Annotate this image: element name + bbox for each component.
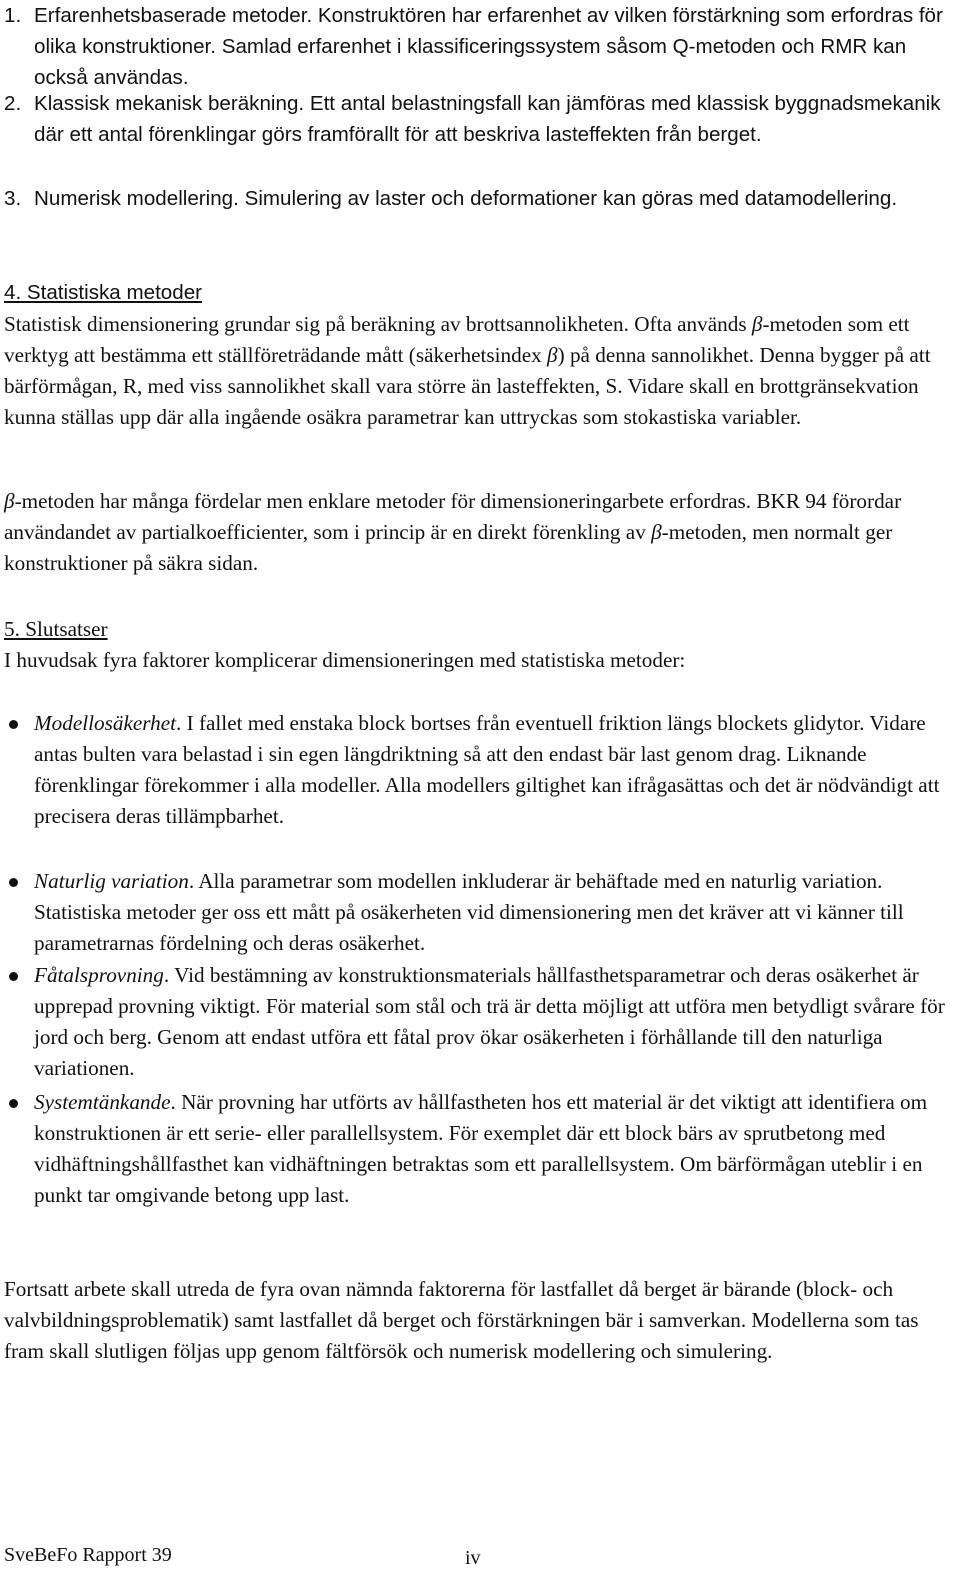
bullet-item-model-uncertainty — [34, 708, 954, 832]
bullet-item-natural-variation — [34, 866, 954, 959]
list-item-1 — [4, 0, 954, 93]
beta-symbol: β — [751, 312, 763, 336]
bullet-icon — [9, 1099, 18, 1108]
list-item-3 — [4, 183, 954, 214]
beta-symbol: β — [4, 489, 15, 513]
bullet-text: . När provning har utförts av hållfastheten hos ett material är det viktigt att identifiera om konstruktionen är ett serie- eller parallellsystem. För exemplet där ett block bärs av sprutbetong med vidhäftningshållfasthet kan vidhäftningen betraktas som ett parallellsystem. Om bärförmågan uteblir i en punkt tar omgivande betong upp last. — [34, 1090, 928, 1207]
footer-page-number: iv — [465, 1547, 481, 1569]
bullet-term: Systemtänkande — [34, 1090, 171, 1114]
bullet-icon — [9, 720, 18, 729]
closing-paragraph: Fortsatt arbete skall utreda de fyra ovan nämnda faktorerna för lastfallet då berget är bärande (block- och valvbildningsproblematik) samt lastfallet då berget och förstärkningen bär i samverkan. Modellerna som tas fram skall slutligen följas upp genom fältförsök och numerisk modellering och simulering. — [4, 1277, 919, 1363]
list-item-text: Erfarenhetsbaserade metoder. Konstruktören har erfarenhet av vilken förstärkning som erfordras för olika konstruktioner. Samlad erfarenhet i klassificeringssystem såsom Q-metoden och RMR kan också användas. — [34, 4, 943, 89]
bullet-term: Naturlig variation — [34, 869, 189, 893]
footer-report-title: SveBeFo Rapport 39 — [4, 1544, 172, 1566]
list-item-text: Klassisk mekanisk beräkning. Ett antal belastningsfall kan jämföras med klassisk byggnadsmekanik där ett antal förenklingar görs framförallt för att beskriva lasteffekten från berget. — [34, 92, 941, 146]
bullet-icon — [9, 878, 18, 887]
bullet-term: Modellosäkerhet — [34, 711, 177, 735]
bullet-text: . Alla parametrar som modellen inkluderar är behäftade med en naturlig variation. Statistiska metoder ger oss ett mått på osäkerheten vid dimensionering men det kräver att vi känner till parametrarnas fördelning och deras osäkerhet. — [34, 869, 904, 955]
bullet-icon — [9, 972, 18, 981]
beta-symbol: β — [547, 343, 558, 367]
section-4-paragraph-2: β-metoden har många fördelar men enklare metoder för dimensioneringarbete erfordras. BKR 94 förordar användandet av partialkoefficienter, som i princip är en direkt förenkling av β-metoden, men normalt ger konstruktioner på säkra sidan. — [4, 489, 902, 575]
section-4-paragraph-1: Statistisk dimensionering grundar sig på beräkning av brottsannolikheten. Ofta används β-metoden som ett verktyg att bestämma ett ställföreträdande mått (säkerhetsindex β) på denna sannolikhet. Denna bygger på att bärförmågan, R, med viss sannolikhet skall vara större än lasteffekten, S. Vidare skall en brottgränsekvation kunna ställas upp där alla ingående osäkra parametrar kan uttryckas som stokastiska variabler. — [4, 312, 931, 429]
list-item-number: 2. — [4, 92, 22, 115]
list-item-2 — [4, 88, 954, 150]
bullet-term: Fåtalsprovning — [34, 963, 164, 987]
list-item-number: 3. — [4, 187, 22, 210]
section-4-heading: 4. Statistiska metoder — [4, 281, 203, 304]
list-item-number: 1. — [4, 4, 22, 27]
bullet-item-system-thinking — [34, 1087, 954, 1211]
section-5-heading: 5. Slutsatser — [4, 617, 108, 641]
bullet-text: . Vid bestämning av konstruktionsmaterials hållfasthetsparametrar och deras osäkerhet är upprepad provning viktigt. För material som stål och trä är detta möjligt att utföra men betydligt svårare för jord och berg. Genom att endast utföra ett fåtal prov ökar osäkerheten i förhållande till den naturliga variationen. — [34, 963, 945, 1080]
bullet-text: . I fallet med enstaka block bortses från eventuell friktion längs blockets glidytor. Vidare antas bulten vara belastad i sin egen längdriktning så att den endast bär last genom drag. Liknande förenklingar förekommer i alla modeller. Alla modellers giltighet kan ifrågasättas och det är nödvändigt att precisera deras tillämpbarhet. — [34, 711, 940, 828]
beta-symbol: β — [651, 520, 662, 544]
bullet-item-few-tests — [34, 960, 954, 1084]
list-item-text: Numerisk modellering. Simulering av laster och deformationer kan göras med datamodellering. — [34, 187, 898, 210]
section-5-intro: I huvudsak fyra faktorer komplicerar dimensioneringen med statistiska metoder: — [4, 648, 686, 672]
